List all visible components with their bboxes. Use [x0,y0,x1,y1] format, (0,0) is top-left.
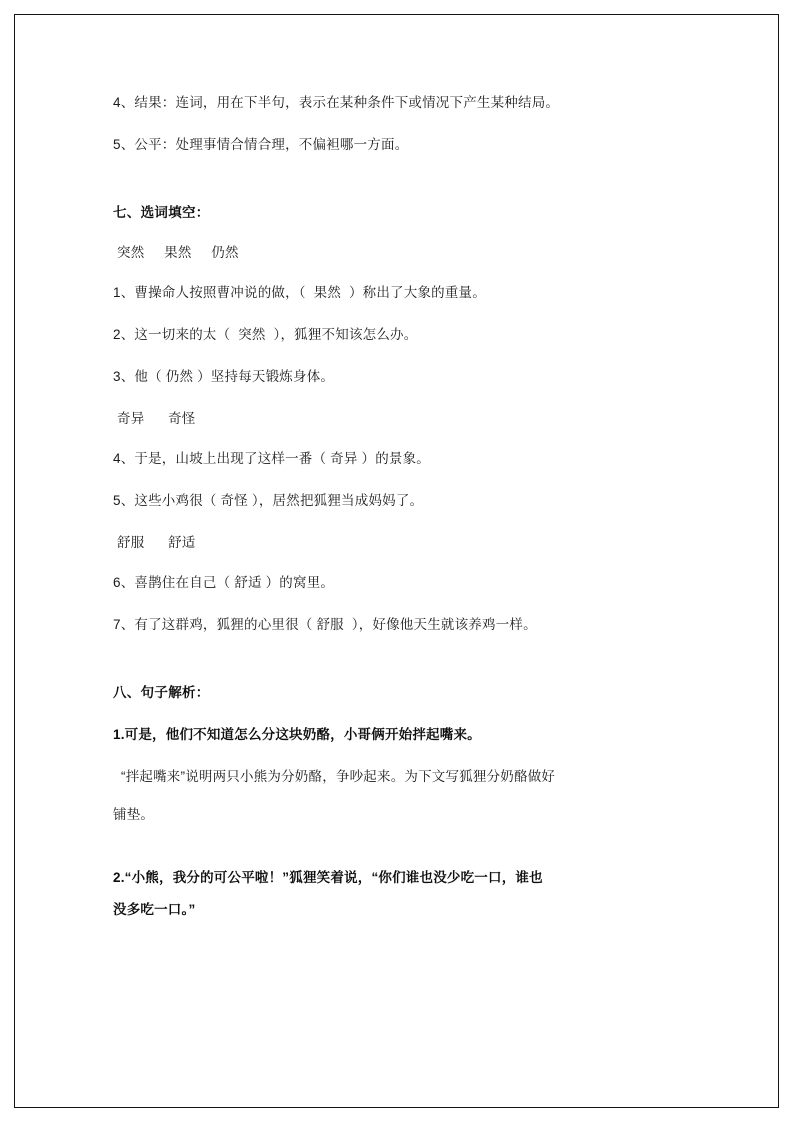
analysis-explanation-1-line-2: 铺垫。 [113,807,155,822]
analysis-sentence-1: 1.可是，他们不知道怎么分这块奶酪，小哥俩开始拌起嘴来。 [113,727,481,742]
fill-blank-item-2: 2、这一切来的太（ 突然 ），狐狸不知该怎么办。 [113,327,418,342]
definition-item-4: 4、结果：连词，用在下半句，表示在某种条件下或情况下产生某种结局。 [113,95,560,110]
fill-blank-item-5: 5、这些小鸡很（ 奇怪 ），居然把狐狸当成妈妈了。 [113,493,424,508]
section-spacer [113,176,683,202]
word-bank-2: 奇异 奇怪 [117,411,196,426]
fill-blank-item-1: 1、曹操命人按照曹冲说的做，（ 果然 ）称出了大象的重量。 [113,285,486,300]
section-spacer-3 [113,836,683,862]
fill-blank-item-7: 7、有了这群鸡，狐狸的心里很（ 舒服 ），好像他天生就该养鸡一样。 [113,617,537,632]
document-content [113,92,683,926]
word-bank-1: 突然 果然 仍然 [117,245,239,260]
analysis-sentence-2-line-2: 没多吃一口。” [113,902,196,917]
word-bank-3: 舒服 舒适 [117,535,196,550]
fill-blank-item-4: 4、于是，山坡上出现了这样一番（ 奇异 ）的景象。 [113,451,431,466]
section-spacer-2 [113,656,683,682]
analysis-sentence-2-line-1: 2.“小熊，我分的可公平啦！”狐狸笑着说，“你们谁也没少吃一口，谁也 [113,870,543,885]
analysis-explanation-1-line-1: “拌起嘴来”说明两只小熊为分奶酪，争吵起来。为下文写狐狸分奶酪做好 [121,769,556,784]
fill-blank-item-6: 6、喜鹊住在自己（ 舒适 ）的窝里。 [113,575,335,590]
section-heading-8: 八、句子解析： [113,685,210,700]
fill-blank-item-3: 3、他（ 仍然 ）坚持每天锻炼身体。 [113,369,335,384]
definition-item-5: 5、公平：处理事情合情合理，不偏袒哪一方面。 [113,137,409,152]
section-heading-7: 七、选词填空： [113,205,210,220]
